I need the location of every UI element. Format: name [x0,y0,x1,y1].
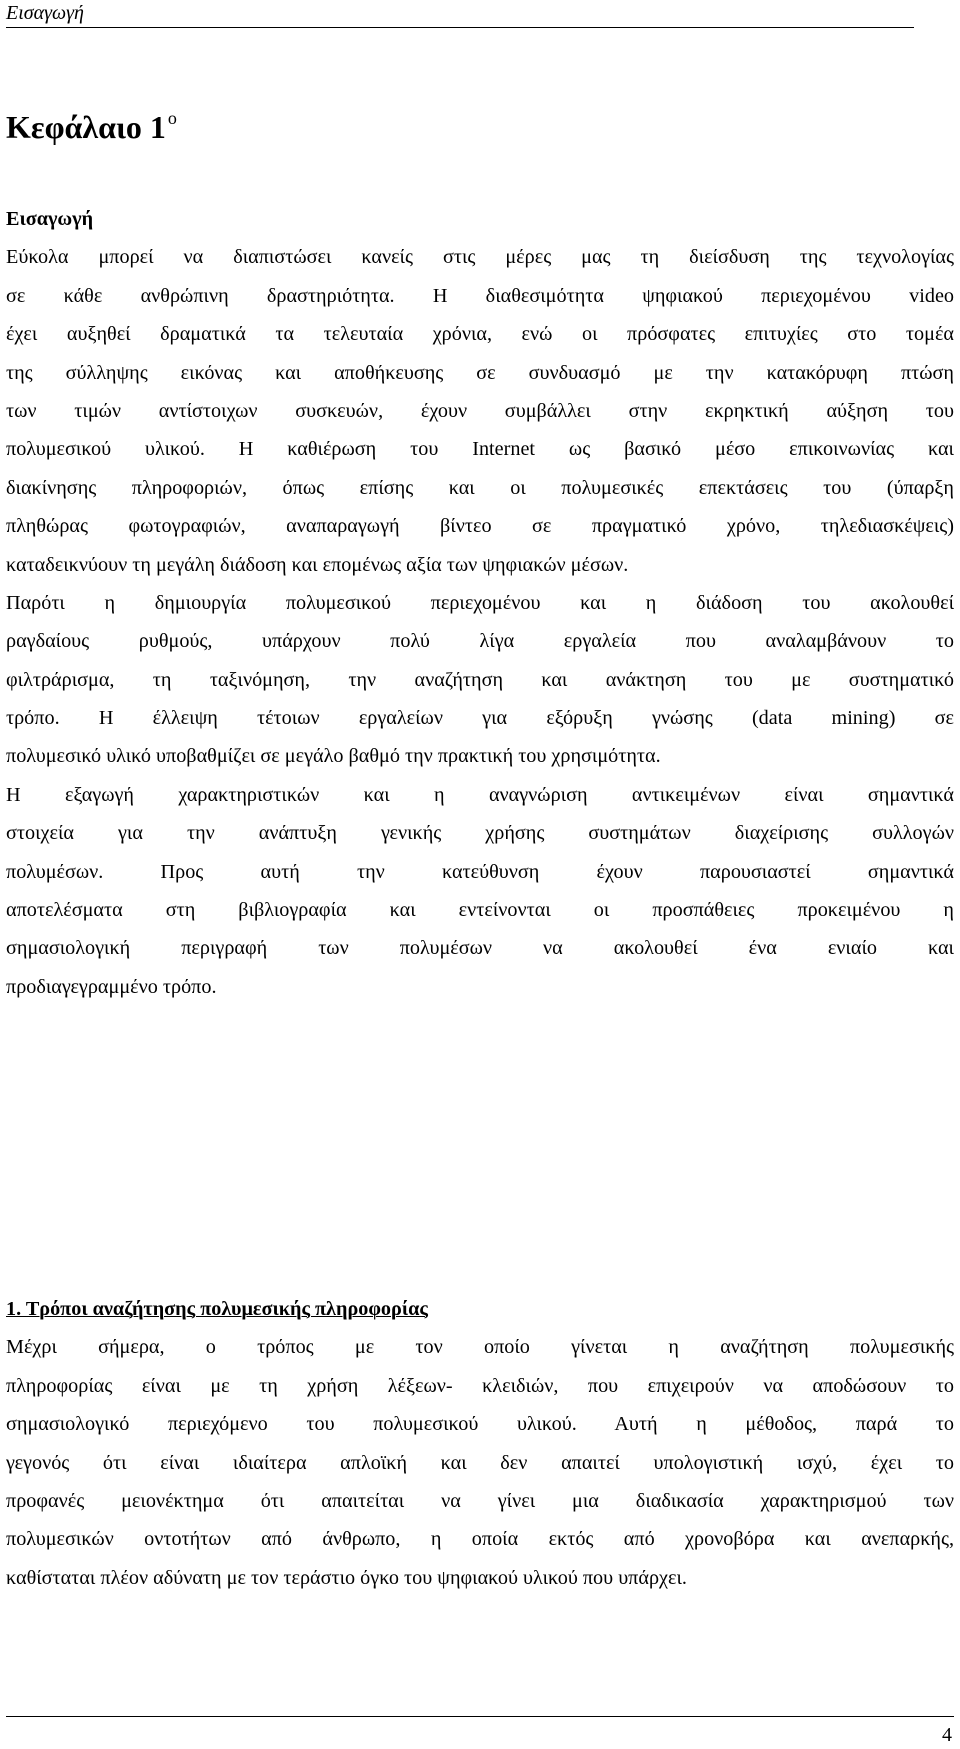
p3-line: πολυμέσων. Προς αυτή την κατεύθυνση έχουν παρουσιαστεί σημαντικά [6,860,954,883]
chapter-title [6,98,177,147]
p2-line: Παρότι η δημιουργία πολυμεσικού περιεχομένου και η διάδοση του ακολουθεί [6,591,954,614]
s1-line: προφανές μειονέκτημα ότι απαιτείται να γίνει μια διαδικασία χαρακτηρισμού των [6,1489,954,1512]
p3-line: προδιαγεγραμμένο τρόπο. [6,975,217,998]
p2-line: τρόπο. Η έλλειψη τέτοιων εργαλείων για εξόρυξη γνώσης (data mining) σε [6,707,954,730]
s1-line: σημασιολογικό περιεχόμενο του πολυμεσικού υλικού. Αυτή η μέθοδος, παρά το [6,1413,954,1436]
s1-line: καθίσταται πλέον αδύνατη με τον τεράστιο όγκο του ψηφιακού υλικού που υπάρχει. [6,1566,687,1589]
p2-line: φιλτράρισμα, τη ταξινόμηση, την αναζήτηση και ανάκτηση του με συστηματικό [6,668,954,691]
p1-line: των τιμών αντίστοιχων συσκευών, έχουν συμβάλλει στην εκρηκτική αύξηση του [6,399,954,422]
intro-heading: Εισαγωγή [6,208,94,230]
p1-line: καταδεικνύουν τη μεγάλη διάδοση και επομένως αξία των ψηφιακών μέσων. [6,553,629,576]
footer-rule [6,1716,954,1717]
p1-line: πληθώρας φωτογραφιών, αναπαραγωγή βίντεο σε πραγματικό χρόνο, τηλεδιασκέψεις) [6,515,954,538]
p1-line: πολυμεσικού υλικού. Η καθιέρωση του Internet ως βασικό μέσο επικοινωνίας και [6,438,954,461]
p3-line: Η εξαγωγή χαρακτηριστικών και η αναγνώριση αντικειμένων είναι σημαντικά [6,783,954,806]
s1-line: Μέχρι σήμερα, ο τρόπος με τον οποίο γίνεται η αναζήτηση πολυμεσικής [6,1336,954,1359]
running-header: Εισαγωγή [6,2,84,24]
section-1 [6,1290,954,1597]
s1-line: γεγονός ότι είναι ιδιαίτερα απλοϊκή και δεν απαιτεί υπολογιστική ισχύ, έχει το [6,1451,954,1474]
s1-line: πληροφορίας είναι με τη χρήση λέξεων- κλειδιών, που επιχειρούν να αποδώσουν το [6,1374,954,1397]
p1-line: διακίνησης πληροφοριών, όπως επίσης και οι πολυμεσικές επεκτάσεις του (ύπαρξη [6,476,954,499]
header-rule [6,27,914,28]
p3-line: αποτελέσματα στη βιβλιογραφία και εντείνονται οι προσπάθειες προκειμένου η [6,899,954,922]
p2-line: ραγδαίους ρυθμούς, υπάρχουν πολύ λίγα εργαλεία που αναλαμβάνουν το [6,630,954,653]
s1-line: πολυμεσικών οντοτήτων από άνθρωπο, η οποία εκτός από χρονοβόρα και ανεπαρκής, [6,1528,954,1551]
p1-line: Εύκολα μπορεί να διαπιστώσει κανείς στις μέρες μας τη διείσδυση της τεχνολογίας [6,246,954,269]
p1-line: της σύλληψης εικόνας και αποθήκευσης σε συνδυασμό με την κατακόρυφη πτώση [6,361,954,384]
p1-line: σε κάθε ανθρώπινη δραστηριότητα. Η διαθεσιμότητα ψηφιακού περιεχομένου video [6,284,954,307]
chapter-title-superscript: ο [167,108,177,128]
p3-line: σημασιολογική περιγραφή των πολυμέσων να ακολουθεί ένα ενιαίο και [6,937,954,960]
chapter-title-text: Κεφάλαιο 1 [6,109,166,145]
section-1-heading: 1. Τρόποι αναζήτησης πολυμεσικής πληροφορίας [6,1298,428,1320]
p1-line: έχει αυξηθεί δραματικά τα τελευταία χρόνια, ενώ οι πρόσφατες επιτυχίες στο τομέα [6,323,954,346]
intro-section [6,200,954,1006]
p3-line: στοιχεία για την ανάπτυξη γενικής χρήσης συστημάτων διαχείρισης συλλογών [6,822,954,845]
p2-line: πολυμεσικό υλικό υποβαθμίζει σε μεγάλο βαθμό την πρακτική του χρησιμότητα. [6,745,661,768]
page-number: 4 [942,1724,952,1746]
